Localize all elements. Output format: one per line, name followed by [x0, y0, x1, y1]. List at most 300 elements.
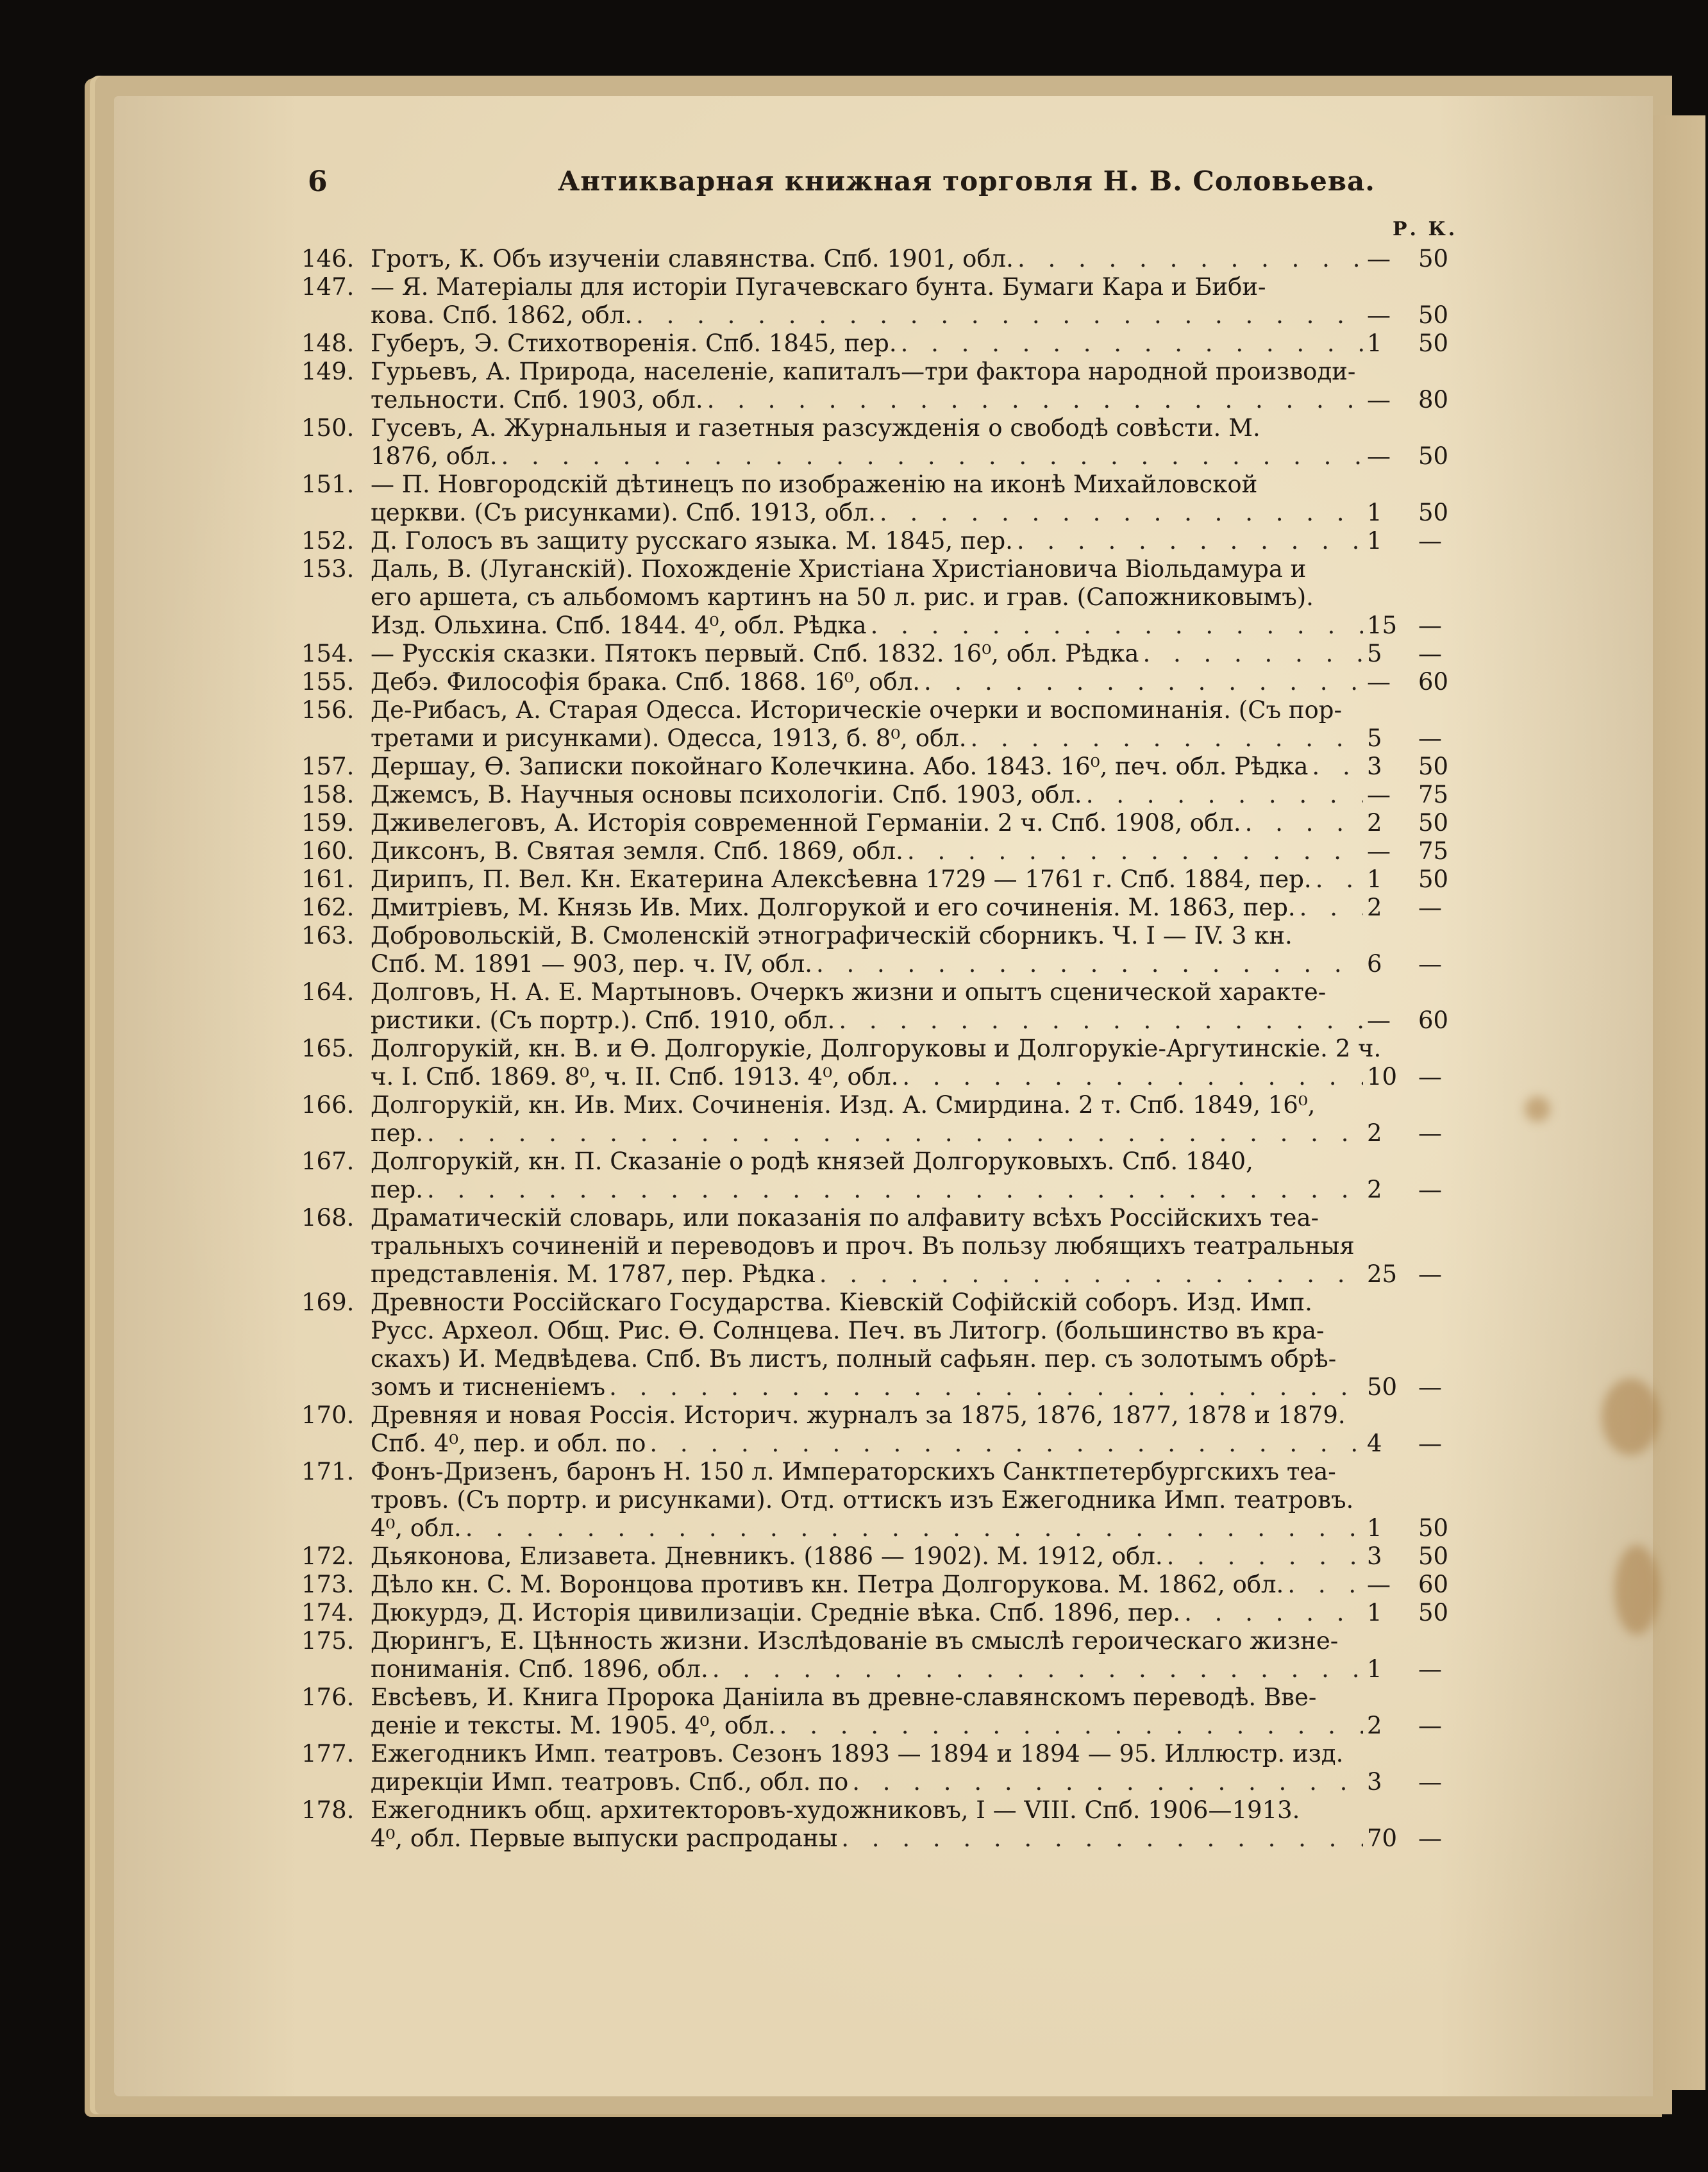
price-kopecks: 50 [1418, 499, 1449, 526]
entry-number: 163. [301, 922, 355, 949]
entry-line [371, 668, 1462, 696]
entry-price [1367, 724, 1462, 753]
catalog-entry [301, 1204, 1462, 1289]
entry-price [1367, 1599, 1462, 1627]
dot-leader [609, 1373, 1363, 1401]
entry-text: Гротъ, К. Объ изученіи славянства. Спб. 1901, обл. [371, 245, 1014, 272]
entry-price [1367, 1655, 1462, 1683]
entry-number: 148. [301, 330, 355, 357]
entry-text: Гурьевъ, А. Природа, населеніе, капиталъ—три фактора народной производи- [371, 358, 1356, 385]
catalog-entry [301, 1571, 1462, 1599]
entry-text: Спб. М. 1891 — 903, пер. ч. IV, обл. [371, 950, 812, 978]
entry-line [371, 301, 1462, 330]
catalog-entry [301, 1148, 1462, 1204]
entry-number: 160. [301, 837, 355, 865]
price-rubles: 3 [1367, 1768, 1382, 1796]
entry-price [1367, 640, 1462, 668]
dot-leader [465, 1514, 1363, 1542]
entry-price [1367, 330, 1462, 358]
entry-price [1367, 527, 1462, 555]
price-kopecks: — [1418, 612, 1442, 639]
entry-line [371, 865, 1462, 894]
entry-line [371, 414, 1462, 442]
price-rubles: 2 [1367, 1119, 1382, 1147]
entry-line [371, 781, 1462, 809]
price-kopecks: 50 [1418, 809, 1449, 837]
entry-line [371, 1007, 1462, 1035]
price-kopecks: — [1418, 1176, 1442, 1203]
price-rubles: 3 [1367, 1542, 1382, 1570]
price-kopecks: 75 [1418, 781, 1449, 808]
dot-leader [924, 668, 1363, 696]
entry-text: Добровольскій, В. Смоленскій этнографическій сборникъ. Ч. I — IV. 3 кн. [371, 922, 1293, 949]
entry-text: Дживелеговъ, А. Исторія современной Германіи. 2 ч. Спб. 1908, обл. [371, 809, 1241, 837]
price-kopecks: — [1418, 724, 1442, 752]
entry-number: 157. [301, 753, 355, 780]
price-kopecks: — [1418, 1768, 1442, 1796]
entry-number: 162. [301, 894, 355, 921]
entry-number: 150. [301, 414, 355, 442]
price-kopecks: 80 [1418, 386, 1449, 414]
price-rubles: — [1367, 245, 1391, 272]
price-rubles: 1 [1367, 1599, 1382, 1626]
entry-text: тельности. Спб. 1903, обл. [371, 386, 703, 414]
entry-line [371, 273, 1462, 301]
catalog-entry [301, 527, 1462, 555]
entry-line [371, 442, 1462, 471]
entry-price [1367, 1542, 1462, 1571]
entry-text: Дьяконова, Елизавета. Дневникъ. (1886 — 1902). М. 1912, обл. [371, 1542, 1163, 1570]
price-kopecks: 50 [1418, 1514, 1449, 1542]
dot-leader [907, 837, 1363, 865]
dot-leader [880, 499, 1363, 527]
catalog-entry [301, 1091, 1462, 1148]
price-rubles: 1 [1367, 1655, 1382, 1683]
entry-number: 165. [301, 1035, 355, 1062]
entry-line [371, 640, 1462, 668]
entry-line [371, 922, 1462, 950]
entry-number: 166. [301, 1091, 355, 1119]
dot-leader [707, 386, 1363, 414]
entry-price [1367, 1825, 1462, 1853]
entry-text: Долгорукій, кн. В. и Ѳ. Долгорукіе, Долгоруковы и Долгорукіе-Аргутинскіе. 2 ч. [371, 1035, 1382, 1062]
dot-leader [712, 1655, 1363, 1683]
catalog-entry [301, 1542, 1462, 1571]
page-header-title: Антикварная книжная торговля Н. В. Соловьева. [558, 165, 1375, 197]
entry-line [371, 894, 1462, 922]
price-rubles: — [1367, 1571, 1391, 1598]
price-kopecks: — [1418, 894, 1442, 921]
entry-line [371, 1740, 1462, 1768]
entry-line [371, 245, 1462, 273]
entry-line [371, 1232, 1462, 1260]
entry-text: 4⁰, обл. [371, 1514, 462, 1542]
dot-leader [427, 1119, 1363, 1148]
price-rubles: 4 [1367, 1430, 1382, 1457]
entry-text: зомъ и тисненіемъ [371, 1373, 606, 1401]
catalog-entry [301, 894, 1462, 922]
entry-price [1367, 301, 1462, 330]
page-number: 6 [308, 165, 328, 198]
catalog-entry [301, 1683, 1462, 1740]
entry-price [1367, 865, 1462, 894]
entry-text: Диксонъ, В. Святая земля. Спб. 1869, обл. [371, 837, 903, 865]
entry-line [371, 1035, 1462, 1063]
entry-line [371, 1514, 1462, 1542]
dot-leader [871, 612, 1363, 640]
price-kopecks: 50 [1418, 753, 1449, 780]
price-rubles: 5 [1367, 724, 1382, 752]
entry-line [371, 555, 1462, 583]
catalog-entry [301, 922, 1462, 978]
price-rubles: — [1367, 442, 1391, 470]
entry-price [1367, 837, 1462, 865]
entry-line [371, 1260, 1462, 1289]
entry-text: — П. Новгородскій дѣтинецъ по изображенію на иконѣ Михайловской [371, 471, 1258, 498]
entry-line [371, 1683, 1462, 1712]
price-rubles: — [1367, 781, 1391, 808]
entry-line [371, 583, 1462, 612]
price-rubles: 2 [1367, 1712, 1382, 1739]
price-rubles: 10 [1367, 1063, 1398, 1090]
price-rubles: 2 [1367, 894, 1382, 921]
entry-line [371, 358, 1462, 386]
price-kopecks: 60 [1418, 1007, 1449, 1034]
foxing-stain [1602, 1378, 1659, 1455]
entry-price [1367, 1768, 1462, 1796]
entry-text: ч. I. Спб. 1869. 8⁰, ч. II. Спб. 1913. 4⁰, обл. [371, 1063, 899, 1090]
catalog-entry [301, 245, 1462, 273]
price-kopecks: 50 [1418, 1542, 1449, 1570]
entry-line [371, 471, 1462, 499]
entry-price [1367, 1712, 1462, 1740]
dot-leader [1300, 894, 1363, 922]
entry-number: 173. [301, 1571, 355, 1598]
dot-leader [816, 950, 1363, 978]
catalog-entry [301, 1627, 1462, 1683]
dot-leader [649, 1430, 1363, 1458]
catalog-entry [301, 273, 1462, 330]
entry-price [1367, 1063, 1462, 1091]
entry-price [1367, 1260, 1462, 1289]
entry-number: 175. [301, 1627, 355, 1655]
entry-text: Дюрингъ, Е. Цѣнность жизни. Изслѣдованіе въ смыслѣ героическаго жизне- [371, 1627, 1339, 1655]
catalog-entries [301, 245, 1462, 1853]
entry-number: 155. [301, 668, 355, 696]
entry-text: Дершау, Ѳ. Записки покойнаго Колечкина. Або. 1843. 16⁰, печ. обл. Рѣдка [371, 753, 1309, 780]
entry-line [371, 1176, 1462, 1204]
price-kopecks: — [1418, 1119, 1442, 1147]
catalog-entry [301, 837, 1462, 865]
dot-leader [1017, 245, 1363, 273]
catalog-entry [301, 471, 1462, 527]
price-rubles: — [1367, 1007, 1391, 1034]
price-kopecks: 50 [1418, 330, 1449, 357]
entry-text: Губеръ, Э. Стихотворенія. Спб. 1845, пер. [371, 330, 897, 357]
entry-text: тральныхъ сочиненій и переводовъ и проч. Въ пользу любящихъ театральныя [371, 1232, 1355, 1260]
price-kopecks: — [1418, 1825, 1442, 1852]
entry-number: 174. [301, 1599, 355, 1626]
entry-text: церкви. (Съ рисунками). Спб. 1913, обл. [371, 499, 876, 526]
entry-text: Спб. 4⁰, пер. и обл. по [371, 1430, 646, 1457]
dot-leader [636, 301, 1363, 330]
entry-text: Даль, В. (Луганскій). Похожденіе Христіана Христіановича Віольдамура и [371, 555, 1307, 583]
entry-price [1367, 386, 1462, 414]
entry-number: 147. [301, 273, 355, 301]
entry-line [371, 499, 1462, 527]
price-kopecks: 50 [1418, 865, 1449, 893]
catalog-entry [301, 865, 1462, 894]
entry-price [1367, 1007, 1462, 1035]
dot-leader [852, 1768, 1363, 1796]
entry-number: 149. [301, 358, 355, 385]
catalog-entry [301, 696, 1462, 753]
catalog-entry [301, 978, 1462, 1035]
entry-number: 176. [301, 1683, 355, 1711]
entry-price [1367, 245, 1462, 273]
entry-line [371, 978, 1462, 1007]
entry-text: Дѣло кн. С. М. Воронцова противъ кн. Петра Долгорукова. М. 1862, обл. [371, 1571, 1284, 1598]
entry-text: Де-Рибасъ, А. Старая Одесса. Историческіе очерки и воспоминанія. (Съ пор- [371, 696, 1342, 724]
entry-line [371, 1655, 1462, 1683]
dot-leader [780, 1712, 1363, 1740]
entry-line [371, 1063, 1462, 1091]
dot-leader [1143, 640, 1363, 668]
entry-line [371, 1430, 1462, 1458]
entry-number: 161. [301, 865, 355, 893]
price-kopecks: — [1418, 1655, 1442, 1683]
price-rubles: 50 [1367, 1373, 1398, 1401]
price-kopecks: — [1418, 950, 1442, 978]
catalog-entry [301, 753, 1462, 781]
price-rubles: — [1367, 301, 1391, 329]
entry-text: представленія. М. 1787, пер. Рѣдка [371, 1260, 816, 1288]
entry-number: 169. [301, 1289, 355, 1316]
price-rubles: — [1367, 837, 1391, 865]
entry-number: 167. [301, 1148, 355, 1175]
entry-line [371, 1768, 1462, 1796]
price-rubles: 2 [1367, 1176, 1382, 1203]
entry-line [371, 330, 1462, 358]
entry-line [371, 1401, 1462, 1430]
entry-price [1367, 1571, 1462, 1599]
dot-leader [1184, 1599, 1363, 1627]
price-rubles: — [1367, 668, 1391, 696]
price-kopecks: — [1418, 1260, 1442, 1288]
entry-line [371, 753, 1462, 781]
entry-text: скахъ) И. Медвѣдева. Спб. Въ листъ, полный сафьян. пер. съ золотымъ обрѣ- [371, 1345, 1337, 1373]
entry-line [371, 386, 1462, 414]
price-kopecks: 50 [1418, 1599, 1449, 1626]
price-kopecks: — [1418, 1063, 1442, 1090]
entry-line [371, 1317, 1462, 1345]
dot-leader [901, 330, 1363, 358]
dot-leader [1167, 1542, 1363, 1571]
catalog-entry [301, 1740, 1462, 1796]
entry-number: 172. [301, 1542, 355, 1570]
catalog-entry [301, 358, 1462, 414]
catalog-entry [301, 809, 1462, 837]
entry-line [371, 1571, 1462, 1599]
dot-leader [1287, 1571, 1363, 1599]
entry-price [1367, 1373, 1462, 1401]
price-rubles: 6 [1367, 950, 1382, 978]
entry-line [371, 1373, 1462, 1401]
entry-number: 171. [301, 1458, 355, 1485]
entry-line [371, 1825, 1462, 1853]
entry-text: Долговъ, Н. А. Е. Мартыновъ. Очеркъ жизни и опытъ сценической характе- [371, 978, 1327, 1006]
entry-number: 159. [301, 809, 355, 837]
price-kopecks: 75 [1418, 837, 1449, 865]
entry-text: Древняя и новая Россія. Историч. журналъ за 1875, 1876, 1877, 1878 и 1879. [371, 1401, 1346, 1429]
entry-text: Ежегодникъ общ. архитекторовъ-художниковъ, I — VIII. Спб. 1906—1913. [371, 1796, 1300, 1824]
entry-text: пер. [371, 1119, 424, 1147]
dot-leader [501, 442, 1363, 471]
entry-line [371, 1458, 1462, 1486]
entry-price [1367, 781, 1462, 809]
catalog-entry [301, 1599, 1462, 1627]
entry-price [1367, 809, 1462, 837]
entry-price [1367, 1514, 1462, 1542]
price-rubles: 15 [1367, 612, 1398, 639]
entry-number: 177. [301, 1740, 355, 1767]
entry-line [371, 1148, 1462, 1176]
dot-leader [1086, 781, 1363, 809]
entry-price [1367, 1119, 1462, 1148]
entry-number: 146. [301, 245, 355, 272]
entry-line [371, 527, 1462, 555]
entry-text: 4⁰, обл. Первые выпуски распроданы [371, 1825, 838, 1852]
dot-leader [841, 1825, 1363, 1853]
entry-text: кова. Спб. 1862, обл. [371, 301, 633, 329]
entry-line [371, 809, 1462, 837]
entry-text: Дмитріевъ, М. Князь Ив. Мих. Долгорукой и его сочиненія. М. 1863, пер. [371, 894, 1296, 921]
entry-text: третами и рисунками). Одесса, 1913, б. 8⁰, обл. [371, 724, 967, 752]
entry-price [1367, 753, 1462, 781]
entry-number: 153. [301, 555, 355, 583]
entry-number: 178. [301, 1796, 355, 1824]
price-rubles: 1 [1367, 1514, 1382, 1542]
price-kopecks: 60 [1418, 668, 1449, 696]
price-kopecks: — [1418, 1712, 1442, 1739]
catalog-entry [301, 640, 1462, 668]
entry-text: Дебэ. Философія брака. Спб. 1868. 16⁰, обл. [371, 668, 920, 696]
dot-leader [1316, 865, 1363, 894]
entry-line [371, 1486, 1462, 1514]
entry-line [371, 724, 1462, 753]
entry-text: Русс. Археол. Общ. Рис. Ѳ. Солнцева. Печ. въ Литогр. (большинство въ кра- [371, 1317, 1325, 1344]
catalog-entry [301, 555, 1462, 640]
entry-text: Дюкурдэ, Д. Исторія цивилизаціи. Средніе вѣка. Спб. 1896, пер. [371, 1599, 1181, 1626]
entry-line [371, 1119, 1462, 1148]
dot-leader [1312, 753, 1363, 781]
entry-number: 164. [301, 978, 355, 1006]
entry-text: Ежегодникъ Имп. театровъ. Сезонъ 1893 — 1894 и 1894 — 95. Иллюстр. изд. [371, 1740, 1344, 1767]
entry-text: — Я. Матеріалы для исторіи Пугачевскаго бунта. Бумаги Кара и Биби- [371, 273, 1266, 301]
dot-leader [839, 1007, 1363, 1035]
catalog-entry [301, 781, 1462, 809]
entry-price [1367, 442, 1462, 471]
price-kopecks: 50 [1418, 245, 1449, 272]
dot-leader [1017, 527, 1363, 555]
catalog-entry [301, 1796, 1462, 1853]
entry-text: Драматическій словарь, или показанія по алфавиту всѣхъ Россійскихъ теа- [371, 1204, 1319, 1232]
entry-price [1367, 894, 1462, 922]
entry-text: Д. Голосъ въ защиту русскаго языка. М. 1845, пер. [371, 527, 1013, 555]
entry-price [1367, 1430, 1462, 1458]
entry-text: Древности Россійскаго Государства. Кіевскій Софійскій соборъ. Изд. Имп. [371, 1289, 1312, 1316]
entry-line [371, 1345, 1462, 1373]
price-rubles: 1 [1367, 499, 1382, 526]
running-head [308, 165, 1526, 204]
entry-text: дирекціи Имп. театровъ. Спб., обл. по [371, 1768, 849, 1796]
catalog-entry [301, 668, 1462, 696]
entry-text: Дирипъ, П. Вел. Кн. Екатерина Алексѣевна 1729 — 1761 г. Спб. 1884, пер. [371, 865, 1312, 893]
entry-text: тровъ. (Съ портр. и рисунками). Отд. оттискъ изъ Ежегодника Имп. театровъ. [371, 1486, 1354, 1514]
dot-leader [971, 724, 1363, 753]
entry-text: Гусевъ, А. Журнальныя и газетныя разсужденія о свободѣ совѣсти. М. [371, 414, 1260, 442]
foxing-stain [1614, 1545, 1659, 1635]
entry-line [371, 837, 1462, 865]
price-rubles: 3 [1367, 753, 1382, 780]
entry-text: Джемсъ, В. Научныя основы психологіи. Спб. 1903, обл. [371, 781, 1082, 808]
catalog-entry [301, 1458, 1462, 1542]
entry-text: его аршета, съ альбомомъ картинъ на 50 л. рис. и грав. (Сапожниковымъ). [371, 583, 1314, 611]
catalog-entry [301, 1401, 1462, 1458]
price-rubles: 25 [1367, 1260, 1398, 1288]
entry-line [371, 950, 1462, 978]
price-rubles: 1 [1367, 330, 1382, 357]
entry-line [371, 1289, 1462, 1317]
entry-line [371, 1627, 1462, 1655]
catalog-entry [301, 414, 1462, 471]
entry-price [1367, 950, 1462, 978]
entry-line [371, 1091, 1462, 1119]
price-rubles: 1 [1367, 527, 1382, 555]
entry-text: деніе и тексты. М. 1905. 4⁰, обл. [371, 1712, 776, 1739]
entry-price [1367, 499, 1462, 527]
entry-price [1367, 1176, 1462, 1204]
price-column-labels: Р. К. [1393, 218, 1458, 240]
entry-text: ристики. (Съ портр.). Спб. 1910, обл. [371, 1007, 835, 1034]
entry-line [371, 612, 1462, 640]
foxing-stain [1525, 1096, 1550, 1122]
entry-line [371, 1712, 1462, 1740]
entry-text: — Русскія сказки. Пятокъ первый. Спб. 1832. 16⁰, обл. Рѣдка [371, 640, 1139, 667]
price-rubles: 1 [1367, 865, 1382, 893]
entry-line [371, 696, 1462, 724]
price-kopecks: 50 [1418, 301, 1449, 329]
entry-text: Долгорукій, кн. Ив. Мих. Сочиненія. Изд. А. Смирдина. 2 т. Спб. 1849, 16⁰, [371, 1091, 1316, 1119]
entry-text: Долгорукій, кн. П. Сказаніе о родѣ князей Долгоруковыхъ. Спб. 1840, [371, 1148, 1253, 1175]
price-kopecks: — [1418, 640, 1442, 667]
entry-line [371, 1542, 1462, 1571]
price-rubles: — [1367, 386, 1391, 414]
entry-text: Фонъ-Дризенъ, баронъ Н. 150 л. Императорскихъ Санктпетербургскихъ теа- [371, 1458, 1336, 1485]
dot-leader [1245, 809, 1363, 837]
entry-text: пер. [371, 1176, 424, 1203]
catalog-entry [301, 1035, 1462, 1091]
entry-number: 152. [301, 527, 355, 555]
entry-price [1367, 612, 1462, 640]
entry-line [371, 1204, 1462, 1232]
entry-number: 156. [301, 696, 355, 724]
entry-number: 151. [301, 471, 355, 498]
entry-line [371, 1796, 1462, 1825]
entry-number: 154. [301, 640, 355, 667]
price-kopecks: — [1418, 1430, 1442, 1457]
catalog-entry [301, 330, 1462, 358]
